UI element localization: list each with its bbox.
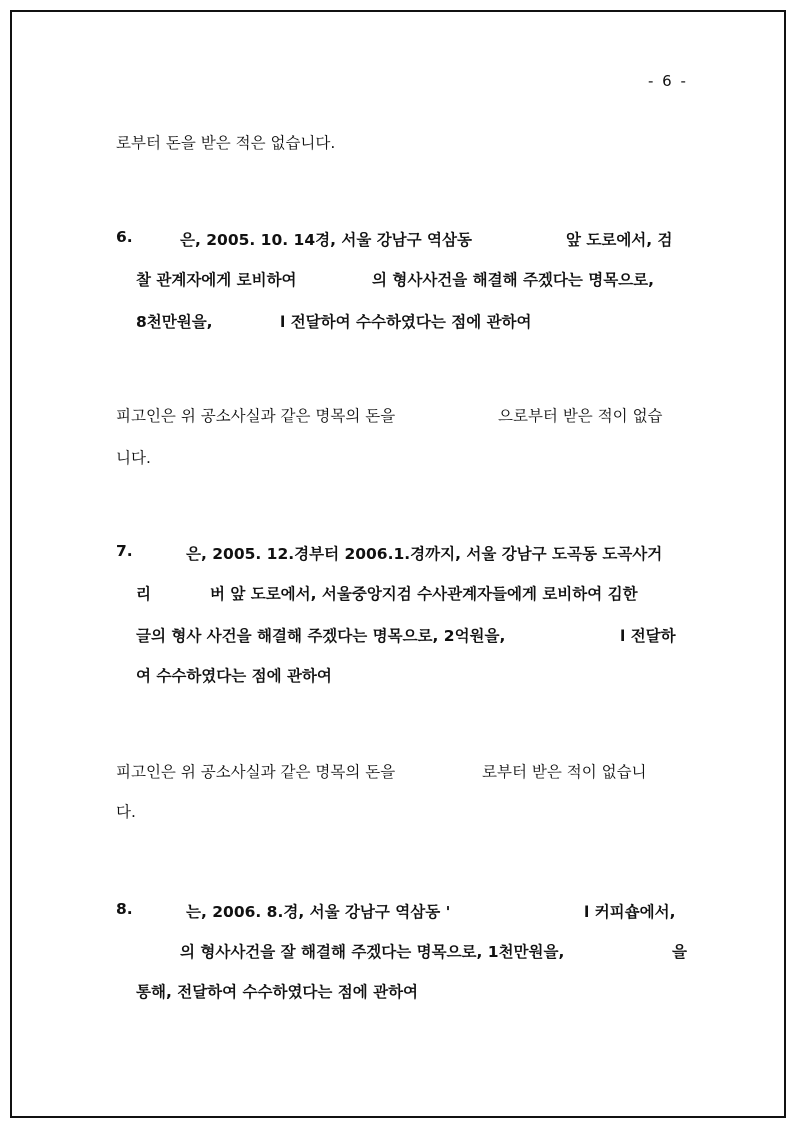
item8-line3: 통해, 전달하여 수수하였다는 점에 관하여 — [136, 983, 419, 1001]
response6-line1-a: 피고인은 위 공소사실과 같은 명목의 돈을 — [116, 407, 396, 425]
intro-text: 로부터 돈을 받은 적은 없습니다. — [116, 134, 336, 152]
item8-line2-b: 을 — [672, 943, 687, 961]
page-number: - 6 - — [648, 72, 688, 90]
item7-number: 7. — [116, 542, 133, 560]
item8-line1-a: 는, 2006. 8.경, 서울 강남구 역삼동 ' — [186, 903, 451, 921]
item6-line1-b: 앞 도로에서, 검 — [566, 231, 673, 249]
item6-line3-b: l 전달하여 수수하였다는 점에 관하여 — [280, 313, 532, 331]
item6-number: 6. — [116, 228, 133, 246]
item6-line2-a: 찰 관계자에게 로비하여 — [136, 271, 297, 289]
response7-line1-b: 로부터 받은 적이 없습니 — [482, 763, 647, 781]
item7-line3-b: l 전달하 — [620, 627, 676, 645]
item7-line2-b: 버 앞 도로에서, 서울중앙지검 수사관계자들에게 로비하여 김한 — [210, 585, 638, 603]
item6-line2-b: 의 형사사건을 해결해 주겠다는 명목으로, — [372, 271, 655, 289]
item8-line2-a: 의 형사사건을 잘 해결해 주겠다는 명목으로, 1천만원을, — [180, 943, 565, 961]
item7-line3-a: 글의 형사 사건을 해결해 주겠다는 명목으로, 2억원을, — [136, 627, 506, 645]
item7-line4: 여 수수하였다는 점에 관하여 — [136, 667, 332, 685]
response7-line1-a: 피고인은 위 공소사실과 같은 명목의 돈을 — [116, 763, 396, 781]
item7-line2-a: 리 — [136, 585, 151, 603]
response6-line1-b: 으로부터 받은 적이 없습 — [498, 407, 663, 425]
item8-line1-b: l 커피숍에서, — [584, 903, 676, 921]
response6-line2: 니다. — [116, 449, 151, 467]
item7-line1: 은, 2005. 12.경부터 2006.1.경까지, 서울 강남구 도곡동 도곡사거 — [186, 545, 663, 563]
response7-line2: 다. — [116, 803, 136, 821]
item6-line1-a: 은, 2005. 10. 14경, 서울 강남구 역삼동 — [180, 231, 472, 249]
item8-number: 8. — [116, 900, 133, 918]
item6-line3-a: 8천만원을, — [136, 313, 213, 331]
